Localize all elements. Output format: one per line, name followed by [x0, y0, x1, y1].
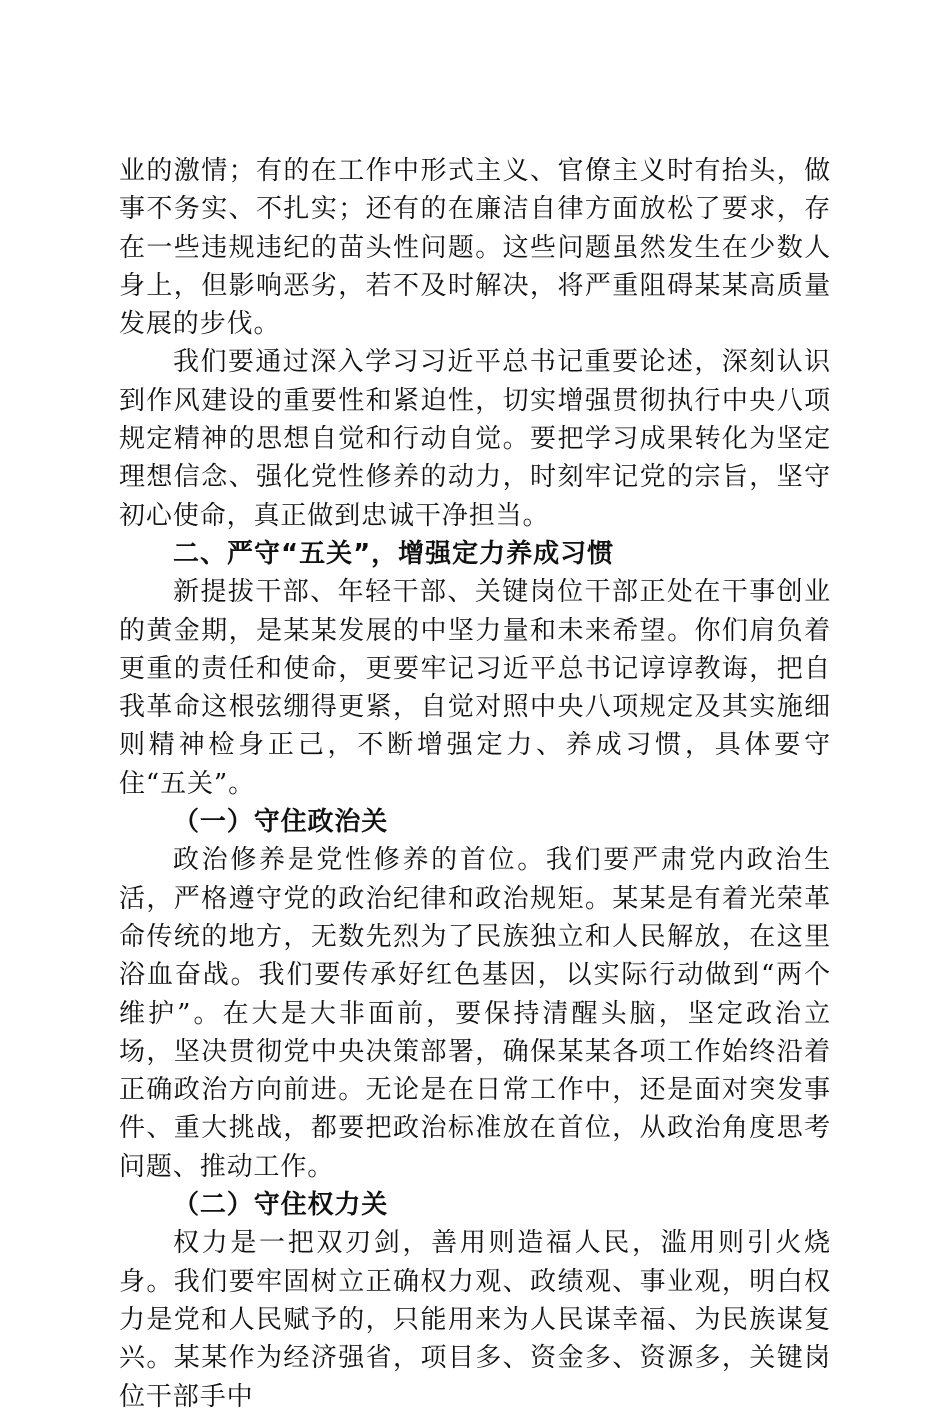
body-paragraph: 业的激情；有的在工作中形式主义、官僚主义时有抬头，做事不务实、不扎实；还有的在廉洁自律方面放松了要求，存在一些违规违纪的苗头性问题。这些问题虽然发生在少数人身上，但影响恶劣，若不及时解决，将严重阻碍某某高质量发展的步伐。 [119, 156, 831, 340]
subsection-heading: （二）守住权力关 [173, 1190, 389, 1221]
body-paragraph: 政治修养是党性修养的首位。我们要严肃党内政治生活，严格遵守党的政治纪律和政治规矩。某某是有着光荣革命传统的地方，无数先烈为了民族独立和人民解放，在这里浴血奋战。我们要传承好红色基因，以实际行动做到“两个维护”。在大是大非面前，要保持清醒头脑，坚定政治立场，坚决贯彻党中央决策部署，确保某某各项工作始终沿着正确政治方向前进。无论是在日常工作中，还是面对突发事件、重大挑战，都要把政治标准放在首位，从政治角度思考问题、推动工作。 [119, 845, 831, 1182]
subsection-heading: （一）守住政治关 [173, 807, 389, 838]
document-body [119, 152, 831, 1416]
section-heading: 二、严守“五关”，增强定力养成习惯 [173, 538, 615, 569]
body-paragraph: 权力是一把双刃剑，善用则造福人民，滥用则引火烧身。我们要牢固树立正确权力观、政绩观、事业观，明白权力是党和人民赋予的，只能用来为人民谋幸福、为民族谋复兴。某某作为经济强省，项目多、资金多、资源多，关键岗位干部手中 [119, 1228, 831, 1412]
body-paragraph: 新提拔干部、年轻干部、关键岗位干部正处在干事创业的黄金期，是某某发展的中坚力量和未来希望。你们肩负着更重的责任和使命，更要牢记习近平总书记谆谆教诲，把自我革命这根弦绷得更紧，自觉对照中央八项规定及其实施细则精神检身正己，不断增强定力、养成习惯，具体要守住“五关”。 [119, 577, 831, 799]
body-paragraph: 我们要通过深入学习习近平总书记重要论述，深刻认识到作风建设的重要性和紧迫性，切实增强贯彻执行中央八项规定精神的思想自觉和行动自觉。要把学习成果转化为坚定理想信念、强化党性修养的动力，时刻牢记党的宗旨，坚守初心使命，真正做到忠诚干净担当。 [119, 347, 831, 531]
